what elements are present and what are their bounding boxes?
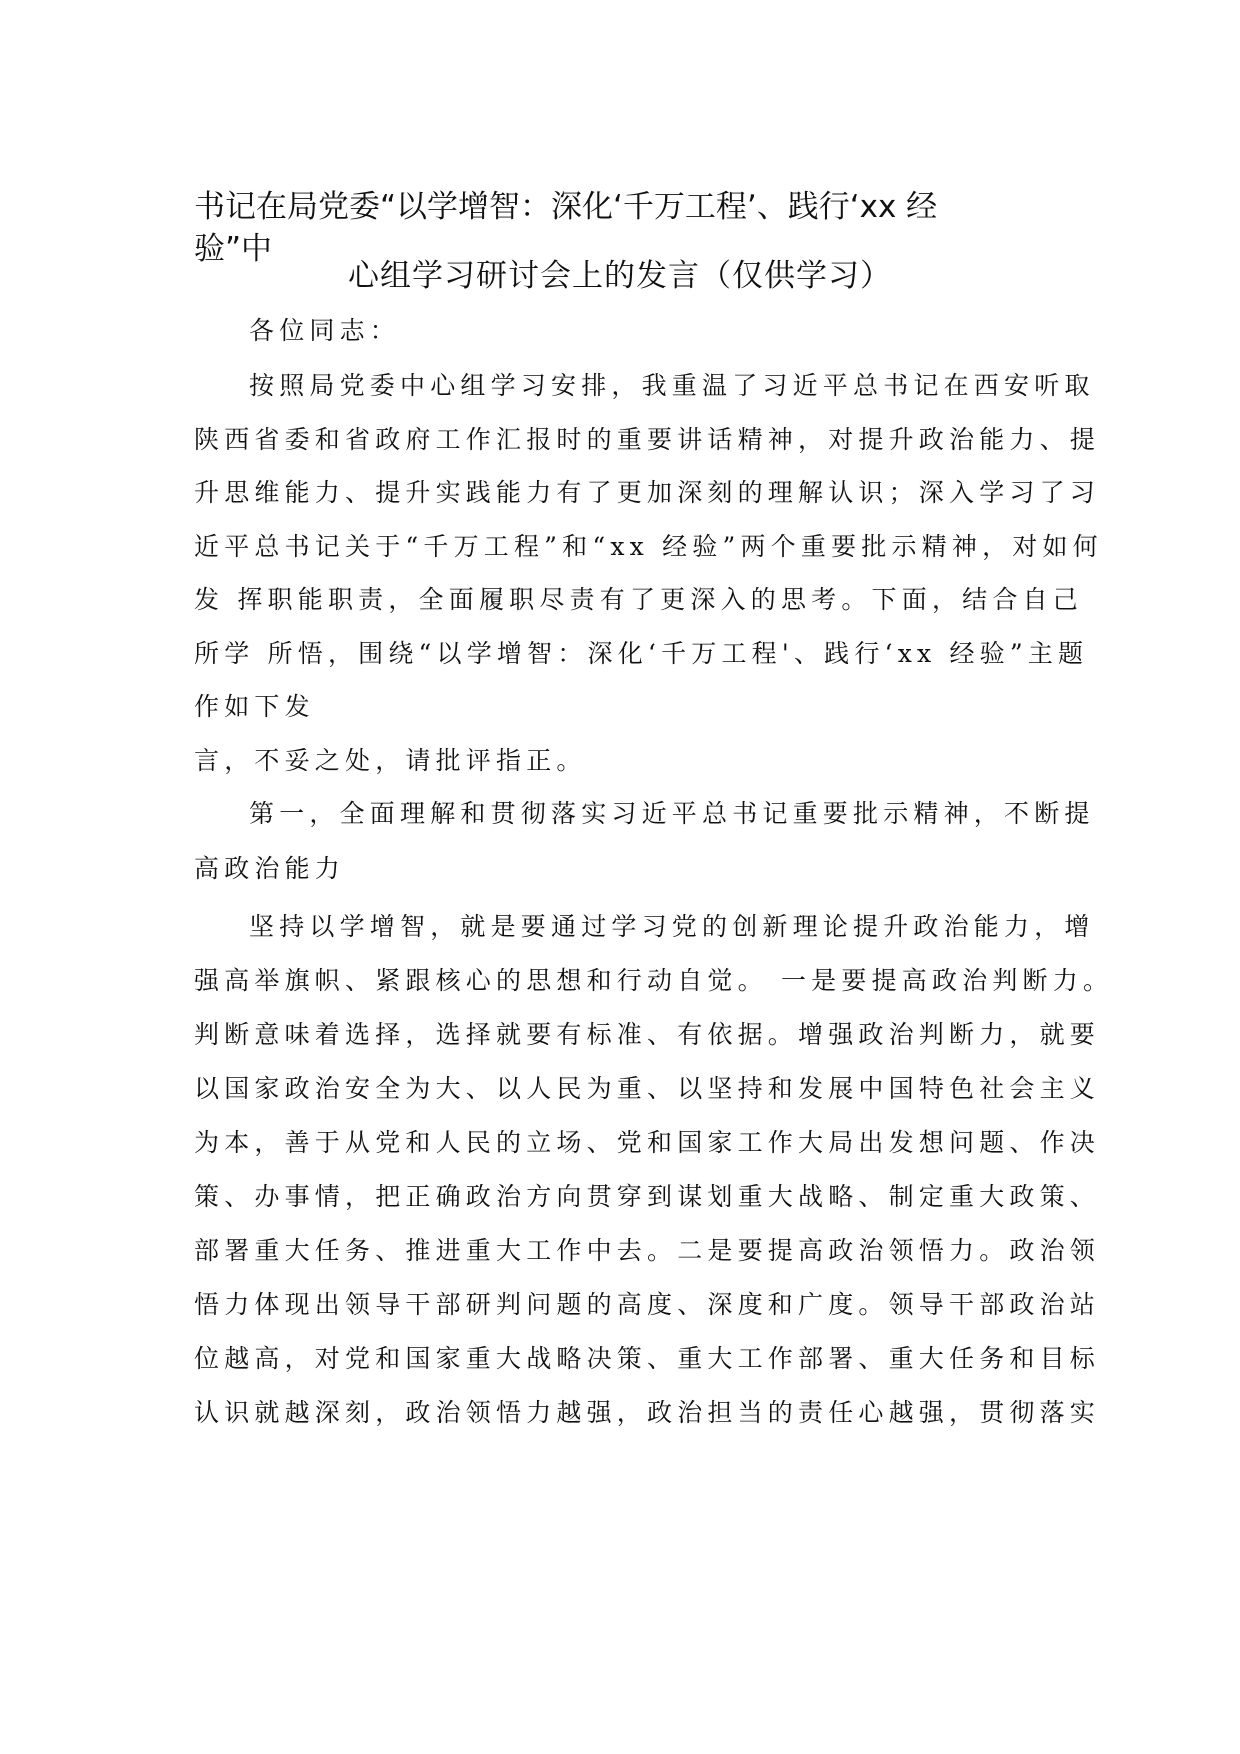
paragraph1-line: 发 挥职能职责，全面履职尽责有了更深入的思考。下面，结合自己 <box>194 585 1083 614</box>
paragraph1-line: 按照局党委中心组学习安排，我重温了习近平总书记在西安听取 <box>249 371 1095 400</box>
paragraph1-line: 陕西省委和省政府工作汇报时的重要讲话精神，对提升政治能力、提 <box>194 425 1101 454</box>
document-title-line1a: 书记在局党委“以学增智：深化‘千万工程’、践行‘xx 经 <box>194 189 938 225</box>
section-heading-line: 第一，全面理解和贯彻落实习近平总书记重要批示精神，不断提 <box>249 799 1095 828</box>
paragraph2-line: 部署重大任务、推进重大工作中去。二是要提高政治领悟力。政治领 <box>194 1236 1101 1265</box>
paragraph2-line: 为本，善于从党和人民的立场、党和国家工作大局出发想问题、作决 <box>194 1128 1101 1157</box>
paragraph2-line: 判断意味着选择，选择就要有标准、有依据。增强政治判断力，就要 <box>194 1020 1101 1049</box>
document-title-line2: 心组学习研讨会上的发言（仅供学习） <box>348 258 892 294</box>
paragraph2-line: 悟力体现出领导干部研判问题的高度、深度和广度。领导干部政治站 <box>194 1290 1101 1319</box>
paragraph1-line: 作如下发 <box>194 692 315 721</box>
paragraph1-line: 言，不妥之处，请批评指正。 <box>194 746 587 775</box>
paragraph2-line: 位越高，对党和国家重大战略决策、重大工作部署、重大任务和目标 <box>194 1344 1101 1373</box>
paragraph1-line: 所学 所悟，围绕“以学增智：深化‘千万工程'、践行‘xx 经验”主题 <box>194 639 1089 668</box>
paragraph2-line: 认识就越深刻，政治领悟力越强，政治担当的责任心越强，贯彻落实 <box>194 1398 1101 1427</box>
paragraph1-line: 升思维能力、提升实践能力有了更加深刻的理解认识；深入学习了习 <box>194 478 1101 507</box>
paragraph1-line: 近平总书记关于“千万工程”和“xx 经验”两个重要批示精神，对如何 <box>194 532 1103 561</box>
document-title-line1b: 验”中 <box>194 231 273 267</box>
section-heading-line: 高政治能力 <box>194 854 346 883</box>
paragraph2-line: 坚持以学增智，就是要通过学习党的创新理论提升政治能力，增 <box>249 912 1095 941</box>
paragraph2-line: 以国家政治安全为大、以人民为重、以坚持和发展中国特色社会主义 <box>194 1074 1101 1103</box>
paragraph2-line: 强高举旗帜、紧跟核心的思想和行动自觉。 一是要提高政治判断力。 <box>194 966 1114 995</box>
salutation: 各位同志： <box>249 316 401 345</box>
paragraph2-line: 策、办事情，把正确政治方向贯穿到谋划重大战略、制定重大政策、 <box>194 1182 1101 1211</box>
